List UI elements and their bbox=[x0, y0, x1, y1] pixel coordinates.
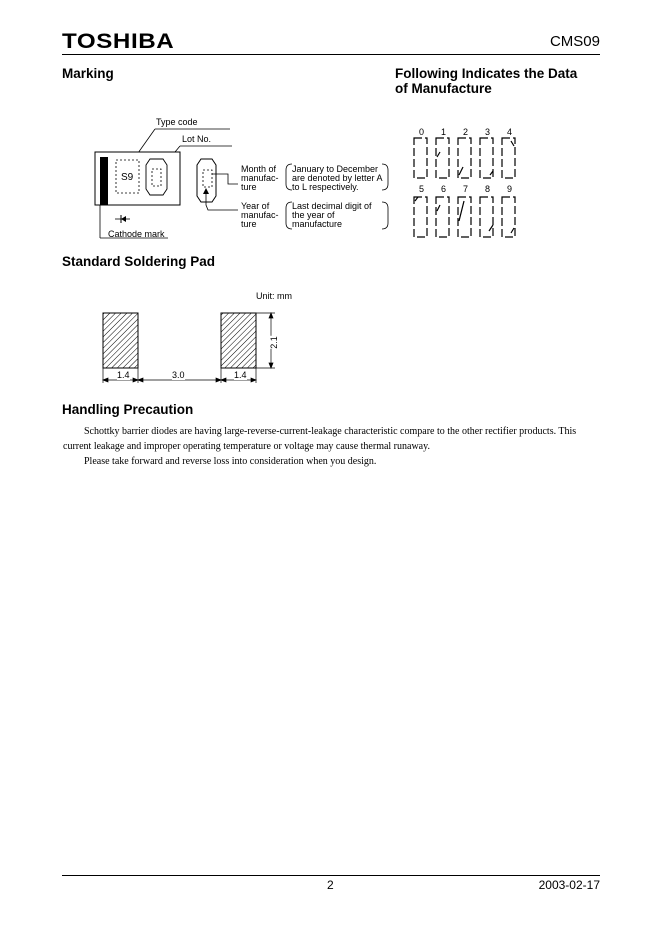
digit-glyph-2 bbox=[458, 138, 471, 178]
dim-arrow-top bbox=[269, 313, 273, 318]
year-leader bbox=[206, 190, 238, 210]
dim-arrow-3 bbox=[138, 378, 143, 382]
marking-title: Marking bbox=[62, 66, 114, 81]
month-bracket-right bbox=[382, 164, 388, 190]
handling-title: Handling Precaution bbox=[62, 402, 194, 417]
month-desc-line2: are denoted by letter A bbox=[292, 173, 383, 183]
digit-glyph-7 bbox=[458, 197, 471, 237]
unit-label: Unit: mm bbox=[256, 291, 292, 301]
year-bracket-right bbox=[382, 202, 388, 229]
lot-no-label: Lot No. bbox=[182, 134, 212, 144]
year-label-line3: ture bbox=[241, 219, 257, 229]
cathode-mark-label: Cathode mark bbox=[108, 229, 165, 239]
month-label-line3: ture bbox=[241, 182, 257, 192]
digit-label-2: 2 bbox=[463, 127, 469, 137]
dim-gap-label: 3.0 bbox=[172, 370, 185, 380]
digit-glyph-1 bbox=[436, 138, 449, 178]
digit-glyph-0 bbox=[414, 138, 427, 178]
pad-right bbox=[221, 313, 256, 368]
digit-label-0: 0 bbox=[419, 127, 425, 137]
digit-glyph-3 bbox=[480, 138, 493, 178]
year-desc-line3: manufacture bbox=[292, 219, 343, 229]
digit-label-9: 9 bbox=[507, 184, 513, 194]
year-label-line1: Year of bbox=[241, 201, 270, 211]
year-arrow bbox=[203, 188, 209, 194]
handling-paragraph-2: Please take forward and reverse loss into consideration when you design. bbox=[84, 456, 377, 467]
year-label-line2: manufac- bbox=[241, 210, 279, 220]
dim-arrow-5 bbox=[221, 378, 226, 382]
dim-arrow-1 bbox=[103, 378, 108, 382]
type-code-label: Type code bbox=[156, 117, 198, 127]
toshiba-logo: TOSHIBA bbox=[62, 30, 175, 53]
digit-glyph-8 bbox=[480, 197, 493, 237]
manufacture-data-title-line2: of Manufacture bbox=[395, 81, 492, 96]
soldering-pad-title: Standard Soldering Pad bbox=[62, 254, 216, 269]
manufacture-data-title-line1: Following Indicates the Data bbox=[395, 66, 578, 81]
footer-date: 2003-02-17 bbox=[538, 878, 600, 892]
digit-label-1: 1 bbox=[441, 127, 447, 137]
year-desc-line1: Last decimal digit of bbox=[292, 201, 372, 211]
part-number: CMS09 bbox=[549, 33, 600, 50]
digit-label-5: 5 bbox=[419, 184, 425, 194]
digit-label-7: 7 bbox=[463, 184, 469, 194]
month-label-line1: Month of bbox=[241, 164, 277, 174]
lot-detail-box bbox=[203, 170, 212, 187]
diode-symbol-triangle bbox=[121, 216, 126, 222]
page-number: 2 bbox=[327, 878, 334, 892]
dim-arrow-bottom bbox=[269, 363, 273, 368]
digit-label-4: 4 bbox=[507, 127, 513, 137]
header-rule bbox=[62, 54, 600, 55]
digit-label-6: 6 bbox=[441, 184, 447, 194]
dim-height-label: 2.1 bbox=[268, 336, 279, 349]
dim-pad-width-right-label: 1.4 bbox=[234, 370, 247, 380]
handling-paragraph-1: Schottky barrier diodes are having large-reverse-current-leakage characteristic compare to the other rectifier products. This current leakage and improper operating temperature or voltage may cause thermal runaway. bbox=[63, 426, 577, 452]
footer-rule bbox=[62, 875, 600, 876]
month-desc-line1: January to December bbox=[292, 164, 379, 174]
handling-body bbox=[63, 424, 600, 469]
dim-arrow-6 bbox=[251, 378, 256, 382]
cathode-band bbox=[100, 157, 108, 205]
lot-detail-hexagon bbox=[197, 159, 216, 202]
digit-glyph-4 bbox=[502, 138, 515, 178]
dim-pad-width-label: 1.4 bbox=[117, 370, 130, 380]
digit-glyph-5 bbox=[414, 197, 427, 237]
year-desc-line2: the year of bbox=[292, 210, 335, 220]
manufacture-digit-glyphs bbox=[410, 135, 525, 245]
digit-label-8: 8 bbox=[485, 184, 491, 194]
month-desc-line3: to L respectively. bbox=[292, 182, 359, 192]
marking-code: S9 bbox=[121, 172, 134, 183]
pad-left bbox=[103, 313, 138, 368]
month-label-line2: manufac- bbox=[241, 173, 279, 183]
digit-label-3: 3 bbox=[485, 127, 491, 137]
digit-glyph-9 bbox=[502, 197, 515, 237]
digit-glyph-6 bbox=[436, 197, 449, 237]
